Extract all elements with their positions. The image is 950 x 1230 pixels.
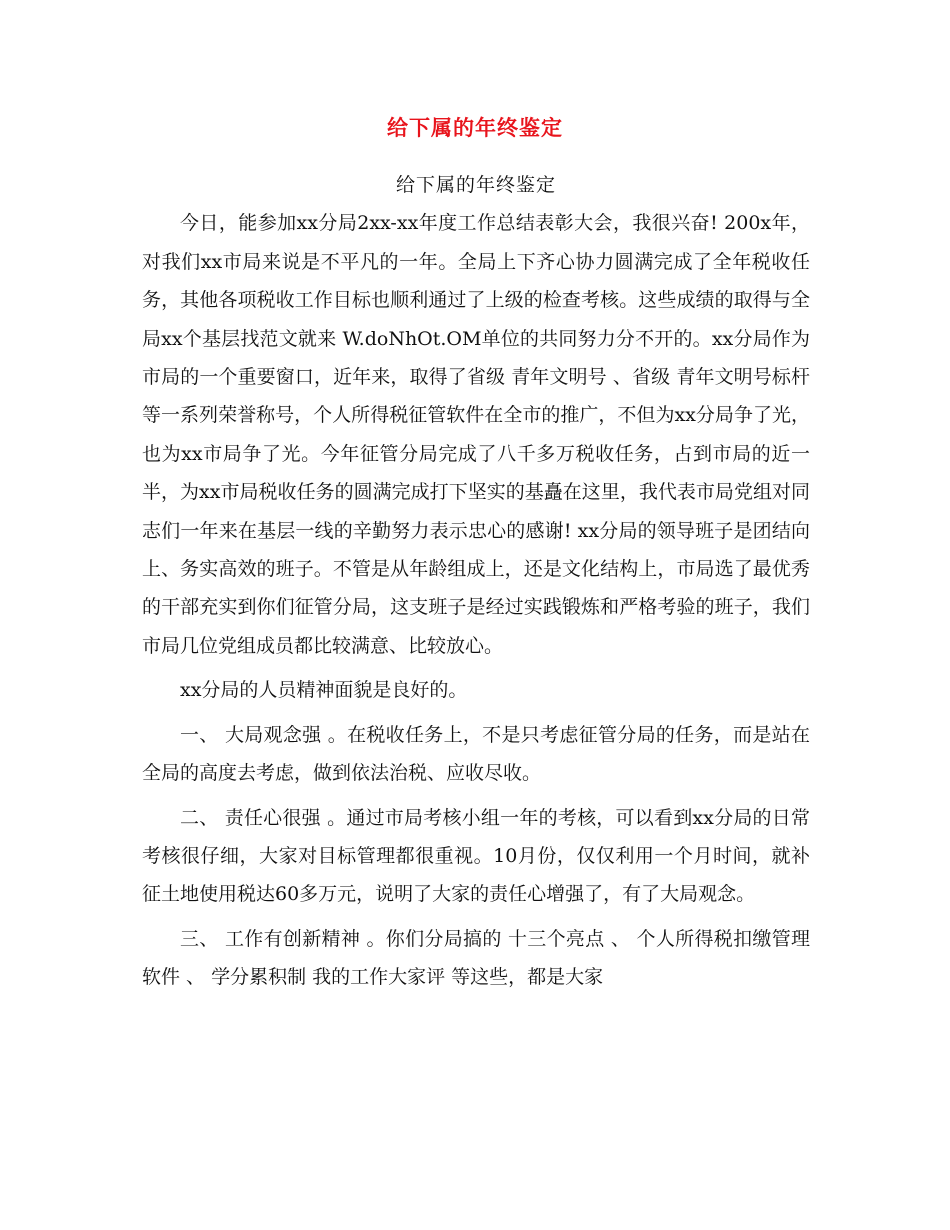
paragraph-point-1: 一、 大局观念强 。在税收任务上，不是只考虑征管分局的任务，而是站在全局的高度去考虑，做到依法治税、应收尽收。 [142, 723, 810, 785]
document-subtitle: 给下属的年终鉴定 [395, 174, 556, 196]
paragraph-spirit: xx分局的人员精神面貌是良好的。 [180, 679, 468, 702]
paragraph-point-2: 二、 责任心很强 。通过市局考核小组一年的考核，可以看到xx分局的日常考核很仔细，大家对目标管理都很重视。10月份，仅仅利用一个月时间，就补征土地使用税达60多万元，说明了大家的责任心增强了，有了大局观念。 [142, 806, 810, 906]
paragraph-intro: 今日，能参加xx分局2xx-xx年度工作总结表彰大会，我很兴奋! 200x年，对我们xx市局来说是不平凡的一年。全局上下齐心协力圆满完成了全年税收任务，其他各项税收工作目标也顺利通过了上级的检查考核。这些成绩的取得与全局xx个基层找范文就来 W.doNhOt.OM单位的共同努力分不开的。xx分局作为市局的一个重要窗口，近年来，取得了省级 青年文明号 、省级 青年文明号标杆 等一系列荣誉称号，个人所得税征管软件在全市的推广，不但为xx分局争了光，也为xx市局争了光。今年征管分局完成了八千多万税收任务，占到市局的近一半，为xx市局税收任务的圆满完成打下坚实的基矗在这里，我代表市局党组对同志们一年来在基层一线的辛勤努力表示忠心的感谢! xx分局的领导班子是团结向上、务实高效的班子。不管是从年龄组成上，还是文化结构上，市局选了最优秀的干部充实到你们征管分局，这支班子是经过实践锻炼和严格考验的班子，我们市局几位党组成员都比较满意、比较放心。 [142, 212, 810, 657]
paragraph-point-3: 三、 工作有创新精神 。你们分局搞的 十三个亮点 、 个人所得税扣缴管理软件 、 学分累积制 我的工作大家评 等这些，都是大家 [142, 927, 810, 989]
document-body [142, 166, 810, 997]
document-title: 给下属的年终鉴定 [387, 116, 563, 140]
